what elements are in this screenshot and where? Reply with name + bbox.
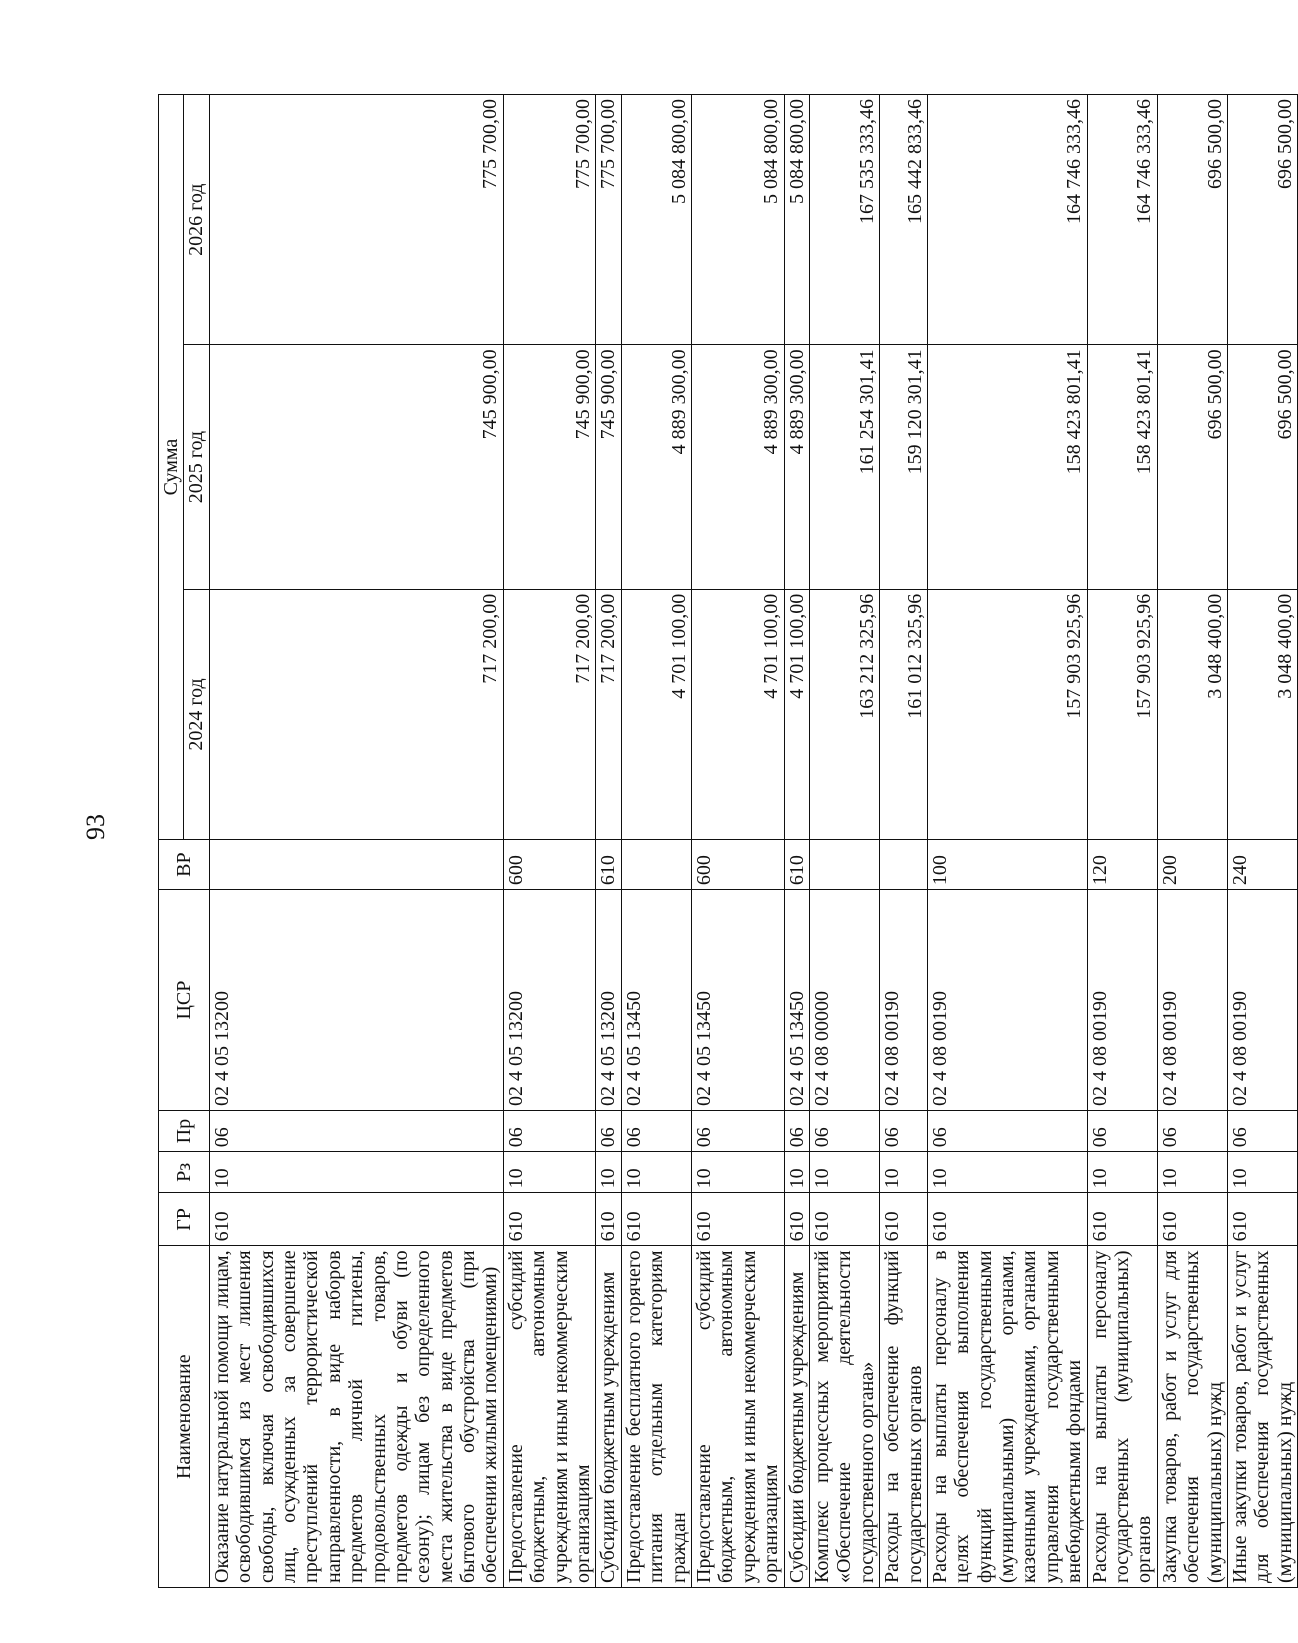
table-header xyxy=(159,95,210,1588)
cell-gr: 610 xyxy=(1227,1193,1297,1246)
cell-gr: 610 xyxy=(596,1193,621,1246)
cell-rz: 10 xyxy=(784,1152,809,1193)
cell-rz: 10 xyxy=(503,1152,596,1193)
cell-rz: 10 xyxy=(596,1152,621,1193)
cell-name: Оказание натуральной помощи лицам, освободившимся из мест лишения свободы, включая освободившихся лиц, осужденных за совершение преступлений террористической направленности, в виде наборов предметов личной гигиены, продовольственных товаров, предметов одежды и обуви (по сезону); лицам без определенного места жительства в виде предметов бытового обустройства (при обеспечении жилыми помещениями) xyxy=(209,1246,503,1588)
cell-2024: 3 048 400,00 xyxy=(1157,589,1227,839)
cell-vr: 600 xyxy=(691,840,784,890)
cell-rz: 10 xyxy=(621,1152,691,1193)
cell-2024: 717 200,00 xyxy=(209,589,503,839)
table-row xyxy=(1087,95,1157,1588)
cell-vr: 610 xyxy=(596,840,621,890)
cell-2025: 159 120 301,41 xyxy=(880,345,928,589)
cell-pr: 06 xyxy=(1087,1110,1157,1151)
cell-2026: 696 500,00 xyxy=(1157,95,1227,345)
table-row xyxy=(880,95,928,1588)
header-vr: ВР xyxy=(159,840,210,890)
cell-vr: 600 xyxy=(503,840,596,890)
cell-2025: 4 889 300,00 xyxy=(784,345,809,589)
cell-vr xyxy=(621,840,691,890)
cell-2026: 775 700,00 xyxy=(209,95,503,345)
cell-vr: 100 xyxy=(927,840,1087,890)
table-row xyxy=(809,95,879,1588)
cell-csr: 02 4 05 13450 xyxy=(621,890,691,1111)
cell-2025: 745 900,00 xyxy=(209,345,503,589)
cell-2026: 165 442 833,46 xyxy=(880,95,928,345)
cell-gr: 610 xyxy=(209,1193,503,1246)
cell-2025: 745 900,00 xyxy=(503,345,596,589)
cell-csr: 02 4 08 00190 xyxy=(880,890,928,1111)
cell-pr: 06 xyxy=(927,1110,1087,1151)
header-name: Наименование xyxy=(159,1246,210,1588)
cell-pr: 06 xyxy=(809,1110,879,1151)
cell-rz: 10 xyxy=(1157,1152,1227,1193)
cell-csr: 02 4 05 13200 xyxy=(596,890,621,1111)
cell-vr xyxy=(809,840,879,890)
cell-2026: 164 746 333,46 xyxy=(1087,95,1157,345)
cell-csr: 02 4 05 13200 xyxy=(209,890,503,1111)
cell-rz: 10 xyxy=(691,1152,784,1193)
cell-pr: 06 xyxy=(880,1110,928,1151)
cell-vr: 200 xyxy=(1157,840,1227,890)
cell-gr: 610 xyxy=(691,1193,784,1246)
cell-2025: 158 423 801,41 xyxy=(1087,345,1157,589)
cell-rz: 10 xyxy=(927,1152,1087,1193)
cell-name: Иные закупки товаров, работ и услуг для обеспечения государственных (муниципальных) нужд xyxy=(1227,1246,1297,1588)
header-2024: 2024 год xyxy=(184,589,209,839)
cell-gr: 610 xyxy=(809,1193,879,1246)
cell-name: Закупка товаров, работ и услуг для обеспечения государственных (муниципальных) нужд xyxy=(1157,1246,1227,1588)
cell-name: Субсидии бюджетным учреждениям xyxy=(596,1246,621,1588)
cell-gr: 610 xyxy=(784,1193,809,1246)
cell-2024: 4 701 100,00 xyxy=(691,589,784,839)
cell-rz: 10 xyxy=(1087,1152,1157,1193)
cell-2026: 5 084 800,00 xyxy=(784,95,809,345)
cell-pr: 06 xyxy=(1227,1110,1297,1151)
header-pr: Пр xyxy=(159,1110,210,1151)
cell-name: Расходы на выплаты персоналу государственных (муниципальных) органов xyxy=(1087,1246,1157,1588)
cell-csr: 02 4 08 00190 xyxy=(1157,890,1227,1111)
cell-gr: 610 xyxy=(1157,1193,1227,1246)
cell-2024: 717 200,00 xyxy=(596,589,621,839)
cell-2024: 163 212 325,96 xyxy=(809,589,879,839)
cell-2024: 157 903 925,96 xyxy=(927,589,1087,839)
cell-2024: 717 200,00 xyxy=(503,589,596,839)
cell-csr: 02 4 08 00190 xyxy=(1087,890,1157,1111)
table-body xyxy=(209,95,1297,1588)
header-gr: ГР xyxy=(159,1193,210,1246)
cell-csr: 02 4 08 00190 xyxy=(927,890,1087,1111)
cell-csr: 02 4 05 13450 xyxy=(784,890,809,1111)
table-row xyxy=(784,95,809,1588)
cell-name: Предоставление бесплатного горячего питания отдельным категориям граждан xyxy=(621,1246,691,1588)
cell-2025: 4 889 300,00 xyxy=(621,345,691,589)
cell-vr: 610 xyxy=(784,840,809,890)
cell-rz: 10 xyxy=(809,1152,879,1193)
cell-2026: 167 535 333,46 xyxy=(809,95,879,345)
cell-2025: 158 423 801,41 xyxy=(927,345,1087,589)
cell-pr: 06 xyxy=(691,1110,784,1151)
table-row xyxy=(1157,95,1227,1588)
cell-pr: 06 xyxy=(784,1110,809,1151)
cell-2024: 4 701 100,00 xyxy=(784,589,809,839)
cell-name: Расходы на обеспечение функций государственных органов xyxy=(880,1246,928,1588)
cell-name: Субсидии бюджетным учреждениям xyxy=(784,1246,809,1588)
cell-rz: 10 xyxy=(209,1152,503,1193)
cell-2025: 745 900,00 xyxy=(596,345,621,589)
table-row xyxy=(621,95,691,1588)
cell-vr xyxy=(880,840,928,890)
cell-2025: 4 889 300,00 xyxy=(691,345,784,589)
header-sum: Сумма xyxy=(159,95,184,840)
cell-2024: 3 048 400,00 xyxy=(1227,589,1297,839)
cell-2025: 696 500,00 xyxy=(1157,345,1227,589)
cell-csr: 02 4 08 00000 xyxy=(809,890,879,1111)
cell-pr: 06 xyxy=(209,1110,503,1151)
table-row xyxy=(691,95,784,1588)
cell-2026: 5 084 800,00 xyxy=(691,95,784,345)
cell-csr: 02 4 05 13200 xyxy=(503,890,596,1111)
header-2025: 2025 год xyxy=(184,345,209,589)
cell-pr: 06 xyxy=(503,1110,596,1151)
cell-rz: 10 xyxy=(1227,1152,1297,1193)
cell-pr: 06 xyxy=(621,1110,691,1151)
cell-gr: 610 xyxy=(621,1193,691,1246)
cell-name: Предоставление субсидий бюджетным, автономным учреждениям и иным некоммерческим организациям xyxy=(503,1246,596,1588)
cell-pr: 06 xyxy=(1157,1110,1227,1151)
header-2026: 2026 год xyxy=(184,95,209,345)
cell-vr xyxy=(209,840,503,890)
cell-pr: 06 xyxy=(596,1110,621,1151)
table-row xyxy=(503,95,596,1588)
cell-name: Расходы на выплаты персоналу в целях обеспечения выполнения функций государственными (муниципальными) органами, казенными учреждениями, органами управления государственными внебюджетными фондами xyxy=(927,1246,1087,1588)
table-row xyxy=(927,95,1087,1588)
table-row xyxy=(209,95,503,1588)
cell-2025: 161 254 301,41 xyxy=(809,345,879,589)
page-number: 93 xyxy=(81,814,110,840)
cell-2024: 4 701 100,00 xyxy=(621,589,691,839)
cell-2026: 775 700,00 xyxy=(596,95,621,345)
cell-name: Комплекс процессных мероприятий «Обеспечение деятельности государственного органа» xyxy=(809,1246,879,1588)
budget-table xyxy=(158,94,1298,1588)
cell-vr: 120 xyxy=(1087,840,1157,890)
cell-gr: 610 xyxy=(1087,1193,1157,1246)
cell-name: Предоставление субсидий бюджетным, автономным учреждениям и иным некоммерческим организациям xyxy=(691,1246,784,1588)
cell-2024: 161 012 325,96 xyxy=(880,589,928,839)
budget-table-container xyxy=(158,94,1296,1588)
cell-2026: 775 700,00 xyxy=(503,95,596,345)
cell-2025: 696 500,00 xyxy=(1227,345,1297,589)
header-csr: ЦСР xyxy=(159,890,210,1111)
cell-gr: 610 xyxy=(880,1193,928,1246)
cell-2026: 696 500,00 xyxy=(1227,95,1297,345)
cell-vr: 240 xyxy=(1227,840,1297,890)
cell-2026: 5 084 800,00 xyxy=(621,95,691,345)
cell-gr: 610 xyxy=(503,1193,596,1246)
cell-gr: 610 xyxy=(927,1193,1087,1246)
cell-2024: 157 903 925,96 xyxy=(1087,589,1157,839)
cell-rz: 10 xyxy=(880,1152,928,1193)
table-row xyxy=(1227,95,1297,1588)
table-row xyxy=(596,95,621,1588)
cell-csr: 02 4 08 00190 xyxy=(1227,890,1297,1111)
cell-csr: 02 4 05 13450 xyxy=(691,890,784,1111)
header-rz: Рз xyxy=(159,1152,210,1193)
cell-2026: 164 746 333,46 xyxy=(927,95,1087,345)
